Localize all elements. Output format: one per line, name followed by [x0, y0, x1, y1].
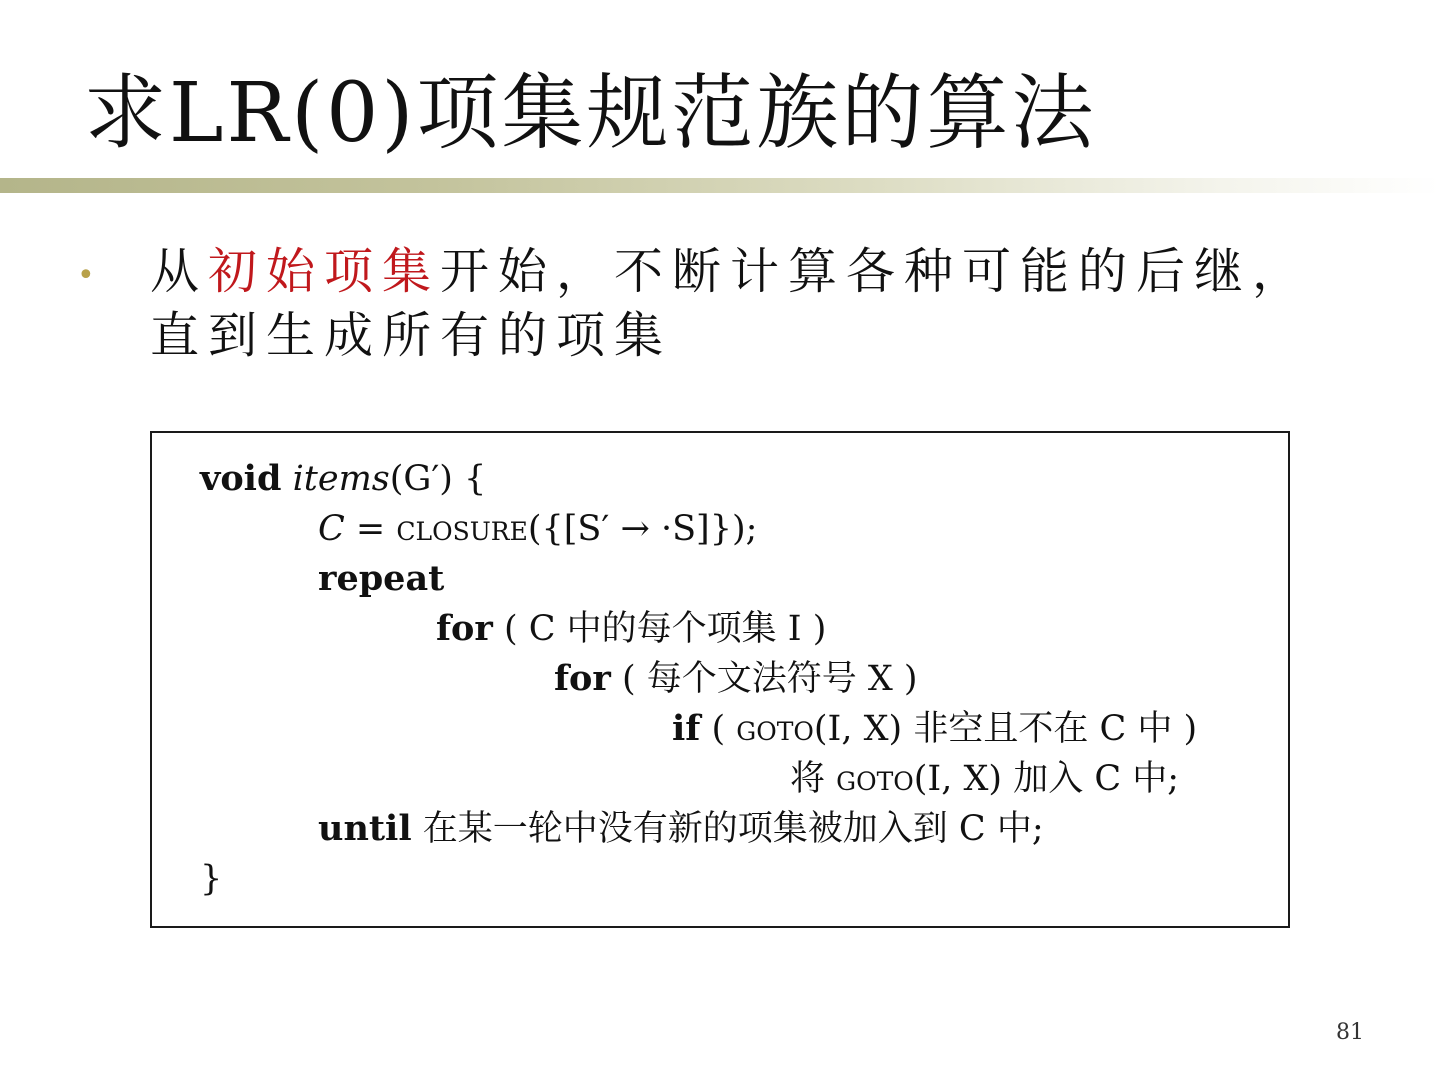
algo-line-7-pre: 将	[790, 759, 837, 799]
algo-line-2	[318, 505, 757, 553]
algo-line-5	[554, 655, 918, 703]
algo-line-8	[318, 805, 1044, 853]
closure-func: closure	[396, 509, 528, 549]
var-c: C	[318, 509, 345, 549]
closing-brace: }	[200, 859, 223, 899]
algo-line-8-text: 在某一轮中没有新的项集被加入到 C 中;	[411, 809, 1044, 849]
keyword-if: if	[672, 708, 701, 749]
page-number: 81	[1336, 1020, 1364, 1045]
equals-sign: =	[344, 509, 397, 549]
title-divider	[0, 178, 1440, 193]
algo-line-7-rest: (I, X) 加入 C 中;	[913, 759, 1180, 799]
algo-line-7	[790, 755, 1179, 803]
algo-line-4-text: ( C 中的每个项集 I )	[492, 609, 827, 649]
function-name: items	[292, 459, 390, 499]
algo-line-4	[436, 605, 826, 653]
algo-line-1	[200, 455, 486, 503]
keyword-until: until	[318, 808, 412, 849]
bullet-text	[150, 240, 1350, 368]
goto-func-condition: goto	[736, 709, 814, 749]
algo-line-9	[200, 855, 222, 903]
algo-line-2-rest: ({[S′ → ·S]});	[527, 509, 758, 549]
slide-title: 求LR(0)项集规范族的算法	[84, 66, 1097, 161]
algo-line-6-rest: (I, X) 非空且不在 C 中 )	[813, 709, 1198, 749]
keyword-void: void	[200, 458, 282, 499]
algo-line-5-text: ( 每个文法符号 X )	[610, 659, 918, 699]
bullet-text-end: 开始，不断计算各种可能的后继，直到生成所有的项集	[150, 243, 1311, 364]
bullet-highlight: 初始项集	[208, 243, 441, 300]
bullet-text-start: 从	[150, 243, 209, 300]
algo-line-6	[672, 705, 1197, 753]
algorithm-box	[150, 431, 1290, 928]
keyword-repeat: repeat	[318, 558, 445, 599]
goto-func-add: goto	[836, 759, 914, 799]
algo-line-3	[318, 555, 444, 603]
keyword-for-inner: for	[554, 658, 611, 699]
algo-line-1-rest: (G′) {	[389, 459, 487, 499]
keyword-for-outer: for	[436, 608, 493, 649]
bullet-icon: •	[77, 258, 95, 293]
algo-line-6-open: (	[700, 709, 737, 749]
